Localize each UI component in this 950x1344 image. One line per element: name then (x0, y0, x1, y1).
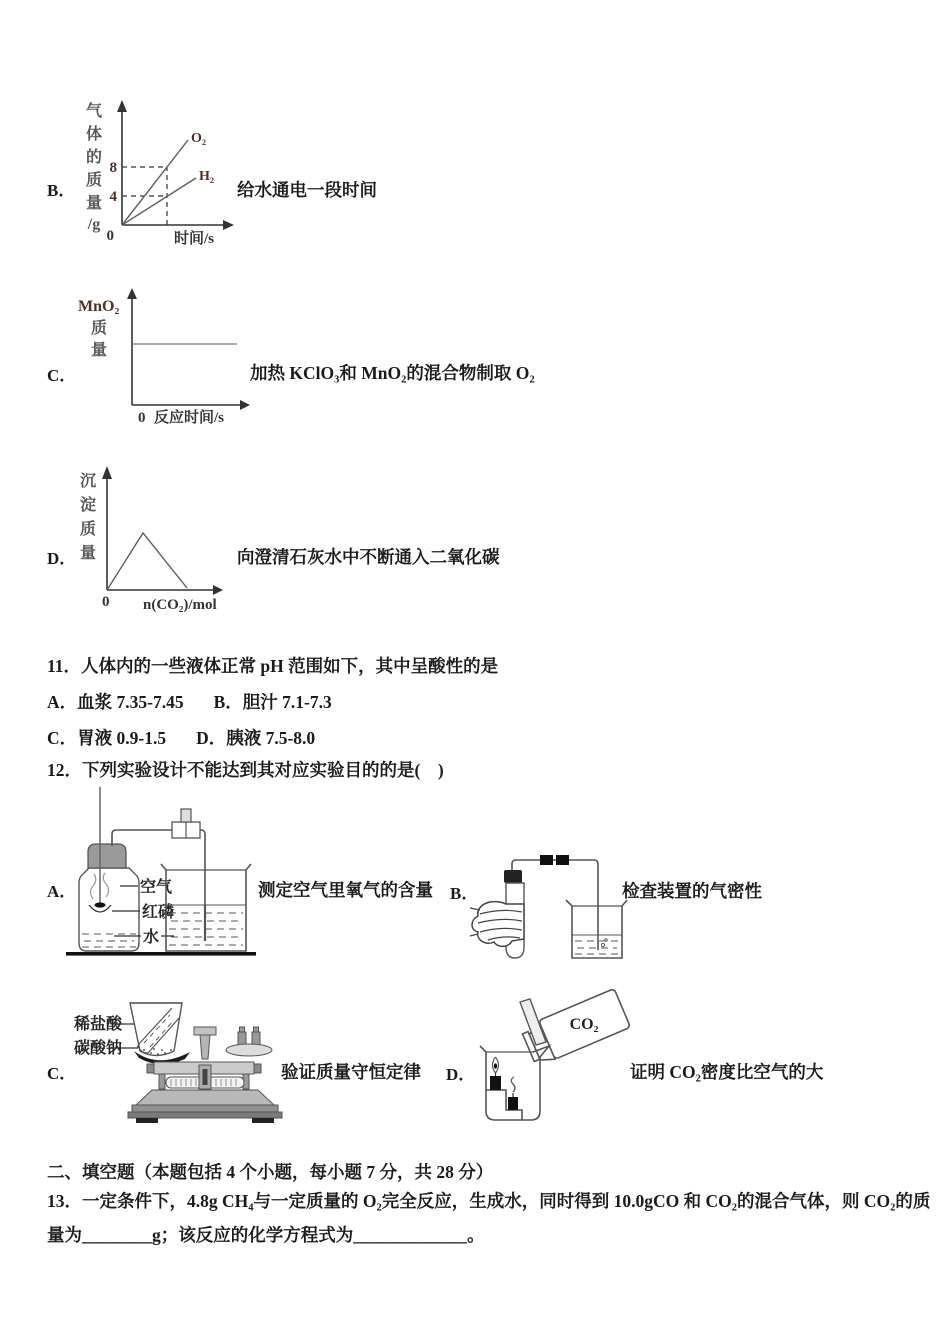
balance-scale-diagram (66, 995, 281, 1135)
y-axis-arrow (102, 466, 112, 479)
right-pan (226, 1044, 272, 1056)
option-c-caption: 加热 KClO₃和 MnO₂的混合物制取 O₂ (250, 363, 535, 383)
experiment-a-letter: A． (47, 882, 77, 901)
y-tick-4: 4 (109, 189, 117, 205)
question-11-options-row-2 (47, 725, 315, 750)
left-hanger (159, 1074, 165, 1089)
sodium-carbonate-label: 碳酸钠 (74, 1040, 123, 1057)
option-d-caption: 向澄清石灰水中不断通入二氧化碳 (237, 547, 500, 567)
origin-label: 0 (106, 228, 114, 244)
question-11-options-row-1 (47, 689, 332, 714)
water-label: 水 (143, 929, 160, 946)
air-bubble (605, 939, 607, 941)
red-phosphorus-sample (95, 902, 106, 907)
beam-end-screw (147, 1064, 154, 1073)
y-axis-unit: /g (87, 216, 101, 233)
experiment-d-caption: 证明 CO₂密度比空气的大 (630, 1062, 824, 1082)
origin-label: 0 (102, 594, 110, 610)
question-13-line-1: 13．一定条件下，4.8g CH₄与一定质量的 O₂完全反应，生成水，同时得到 10.0gCO 和 CO₂的混合气体，则 CO₂的质 (47, 1191, 931, 1211)
experiment-a-caption: 测定空气里氧气的含量 (258, 880, 433, 900)
stopcock-handle (181, 809, 191, 822)
y-axis-char: 质 (90, 320, 108, 337)
oxygen-content-apparatus-diagram (62, 785, 262, 960)
y-axis-arrow (117, 100, 127, 112)
y-axis-char: 质 (79, 521, 97, 538)
y-axis-char: 量 (90, 342, 108, 359)
o2-line (122, 140, 188, 225)
red-phosphorus-label: 红磷 (142, 904, 175, 921)
section-2-header: 二、填空题（本题包括 4 个小题，每小题 7 分，共 28 分） (47, 1162, 494, 1182)
y-axis-char: 气 (85, 103, 103, 120)
bent-tube (512, 860, 598, 950)
base-plate (132, 1105, 278, 1112)
question-12-stem: 12．下列实验设计不能达到其对应实验目的的是( ) (47, 760, 444, 780)
co2-pouring-diagram (470, 986, 655, 1136)
question-11-stem: 11．人体内的一些液体正常 pH 范围如下，其中呈酸性的是 (47, 656, 499, 676)
h2-series-label: H₂ (199, 169, 215, 184)
beam-end-screw (254, 1064, 261, 1073)
question-13-line-2: 量为________g；该反应的化学方程式为_____________。 (47, 1225, 485, 1245)
pointer (203, 1069, 208, 1085)
weight-knob (240, 1027, 245, 1032)
y-axis-char: 沉 (79, 473, 97, 490)
gas-mass-vs-time-graph (76, 96, 311, 251)
y-tick-8: 8 (109, 160, 117, 176)
h2-line (122, 178, 196, 225)
flame-core (494, 1063, 497, 1069)
tall-candle (490, 1076, 501, 1090)
experiment-c-letter: C． (47, 1064, 77, 1083)
q11-option-b: B．胆汁 7.1-7.3 (213, 692, 332, 712)
rubber-connector (540, 855, 553, 865)
short-candle (508, 1097, 518, 1110)
water-dashes (575, 941, 619, 954)
beaker (566, 900, 627, 958)
gas-bottle (79, 868, 139, 951)
pillar-cap (194, 1027, 216, 1035)
option-d-letter: D． (47, 549, 77, 568)
experiment-d-letter: D． (446, 1065, 476, 1084)
y-axis-char: 的 (85, 149, 103, 166)
dilute-hcl-label: 稀盐酸 (74, 1016, 123, 1033)
rubber-stopper (88, 844, 126, 868)
x-axis-label: 反应时间/s (154, 410, 225, 426)
option-c-letter: C． (47, 366, 77, 385)
q11-option-d: D．胰液 7.5-8.0 (196, 728, 316, 748)
option-b-caption: 给水通电一段时间 (237, 180, 377, 200)
q11-option-c: C．胃液 0.9-1.5 (47, 728, 167, 748)
smoke-squiggle (511, 1077, 515, 1092)
rubber-connector (556, 855, 569, 865)
option-b-letter: B． (47, 181, 76, 200)
x-axis-arrow (213, 585, 223, 595)
y-axis-char: 体 (85, 126, 103, 143)
base-slope (136, 1090, 274, 1105)
x-axis-label: n(CO₂)/mol (143, 597, 217, 613)
foot (136, 1118, 158, 1123)
y-axis-char: 量 (85, 195, 103, 212)
base-plate-lower (128, 1112, 282, 1118)
o2-series-label: O₂ (191, 131, 207, 146)
air-bubble (601, 943, 604, 946)
experiment-c-caption: 验证质量守恒定律 (281, 1062, 421, 1082)
air-label: 空气 (140, 879, 173, 896)
y-axis-char: 量 (79, 545, 97, 562)
precipitate-vs-co2-graph (73, 453, 308, 613)
y-axis-arrow (127, 288, 137, 299)
co2-bottle-label: CO₂ (569, 1016, 599, 1033)
precipitate-curve (107, 533, 187, 590)
test-tube-stopper (504, 870, 522, 883)
x-axis-arrow (240, 400, 250, 410)
hand-gripping-tube (470, 902, 524, 947)
pillar (200, 1035, 210, 1059)
q11-option-a: A．血浆 7.35-7.45 (47, 692, 184, 712)
foot (252, 1118, 274, 1123)
x-axis-arrow (223, 220, 234, 230)
weight-knob (254, 1027, 259, 1032)
airtightness-apparatus-diagram (468, 842, 653, 967)
y-axis-char: 质 (85, 172, 103, 189)
x-axis-label: 时间/s (174, 231, 215, 247)
bench-line (66, 952, 256, 956)
y-axis-char: 淀 (79, 497, 97, 514)
origin-label: 0 (138, 410, 146, 426)
experiment-b-caption: 检查装置的气密性 (622, 881, 762, 901)
experiment-b-letter: B． (450, 884, 479, 903)
y-axis-top-label: MnO₂ (78, 298, 120, 315)
